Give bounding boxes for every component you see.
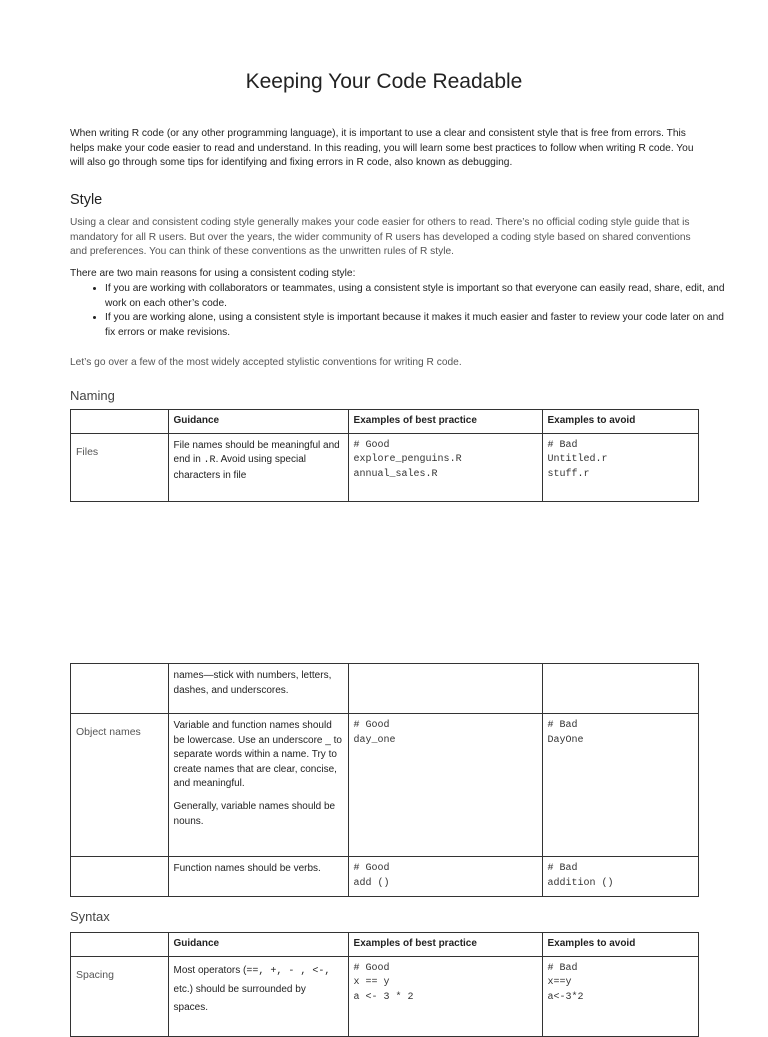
- header-best-practice: Examples of best practice: [348, 933, 542, 957]
- table-header-row: [71, 410, 699, 434]
- objects-best-practice: # Good day_one: [348, 714, 542, 857]
- reason-item: • If you are working alone, using a consistent style is important because it makes it much easier and faster to review your code later on and fix errors or make revisions.: [105, 311, 735, 340]
- header-avoid: Examples to avoid: [542, 410, 698, 434]
- naming-heading: Naming: [70, 388, 115, 403]
- files-cont-guidance: names—stick with numbers, letters, dashes, and underscores.: [168, 664, 348, 714]
- table-header-row: [71, 933, 699, 957]
- files-best-practice: # Good explore_penguins.R annual_sales.R: [348, 433, 542, 501]
- naming-table: [70, 409, 699, 502]
- table-row: [71, 857, 699, 897]
- document-title: Keeping Your Code Readable: [245, 70, 523, 93]
- header-avoid: Examples to avoid: [542, 933, 698, 957]
- files-cont-avoid: [542, 664, 698, 714]
- style-paragraph: Using a clear and consistent coding style generally makes your code easier for others to read. There’s no official coding style guide that is mandatory for all R users. But over the years, the wider community of R users has developed a coding style based on shared conventions and preferences. You can think of these conventions as the unwritten rules of R style.: [70, 217, 691, 258]
- row-label-object-names: Object names: [71, 714, 169, 857]
- conventions-intro: Let’s go over a few of the most widely accepted stylistic conventions for writing R code.: [70, 357, 462, 368]
- spacing-avoid: # Bad x==y a<-3*2: [542, 956, 698, 1036]
- header-empty: [71, 933, 169, 957]
- intro-paragraph: When writing R code (or any other programming language), it is important to use a clear and consistent style that is free from errors. This helps make your code easier to read and understand. In this reading, you will learn some best practices to follow when writing R code. You will also go through some tips for identifying and fixing errors in R code, also known as debugging.: [70, 128, 694, 169]
- functions-best-practice: # Good add (): [348, 857, 542, 897]
- table-row: [71, 714, 699, 857]
- style-heading: Style: [70, 192, 103, 208]
- objects-guidance: Variable and function names should be lowercase. Use an underscore _ to separate words within a name. Try to create names that are clear, concise, and meaningful. Generally, variable names should be nouns.: [168, 714, 348, 857]
- header-best-practice: Examples of best practice: [348, 410, 542, 434]
- syntax-heading: Syntax: [70, 909, 110, 924]
- header-guidance: Guidance: [168, 933, 348, 957]
- table-row: [71, 433, 699, 501]
- spacing-best-practice: # Good x == y a <- 3 * 2: [348, 956, 542, 1036]
- files-cont-label: [71, 664, 169, 714]
- reasons-list: [70, 282, 735, 341]
- functions-label: [71, 857, 169, 897]
- header-empty: [71, 410, 169, 434]
- files-guidance: File names should be meaningful and end in .R. Avoid using special characters in file: [168, 433, 348, 501]
- row-label-files: Files: [71, 433, 169, 501]
- files-cont-best: [348, 664, 542, 714]
- functions-guidance: Function names should be verbs.: [168, 857, 348, 897]
- reasons-intro: There are two main reasons for using a consistent coding style:: [70, 268, 356, 279]
- table-row: [71, 664, 699, 714]
- functions-avoid: # Bad addition (): [542, 857, 698, 897]
- syntax-table: [70, 932, 699, 1037]
- files-avoid: # Bad Untitled.r stuff.r: [542, 433, 698, 501]
- row-label-spacing: Spacing: [71, 956, 169, 1036]
- naming-table-continued: [70, 663, 699, 897]
- objects-avoid: # Bad DayOne: [542, 714, 698, 857]
- spacing-guidance: Most operators (==, +, - , <-, etc.) should be surrounded by spaces.: [168, 956, 348, 1036]
- reason-item: • If you are working with collaborators or teammates, using a consistent style is important so that everyone can easily read, share, edit, and work on each other’s code.: [105, 282, 735, 311]
- table-row: [71, 956, 699, 1036]
- header-guidance: Guidance: [168, 410, 348, 434]
